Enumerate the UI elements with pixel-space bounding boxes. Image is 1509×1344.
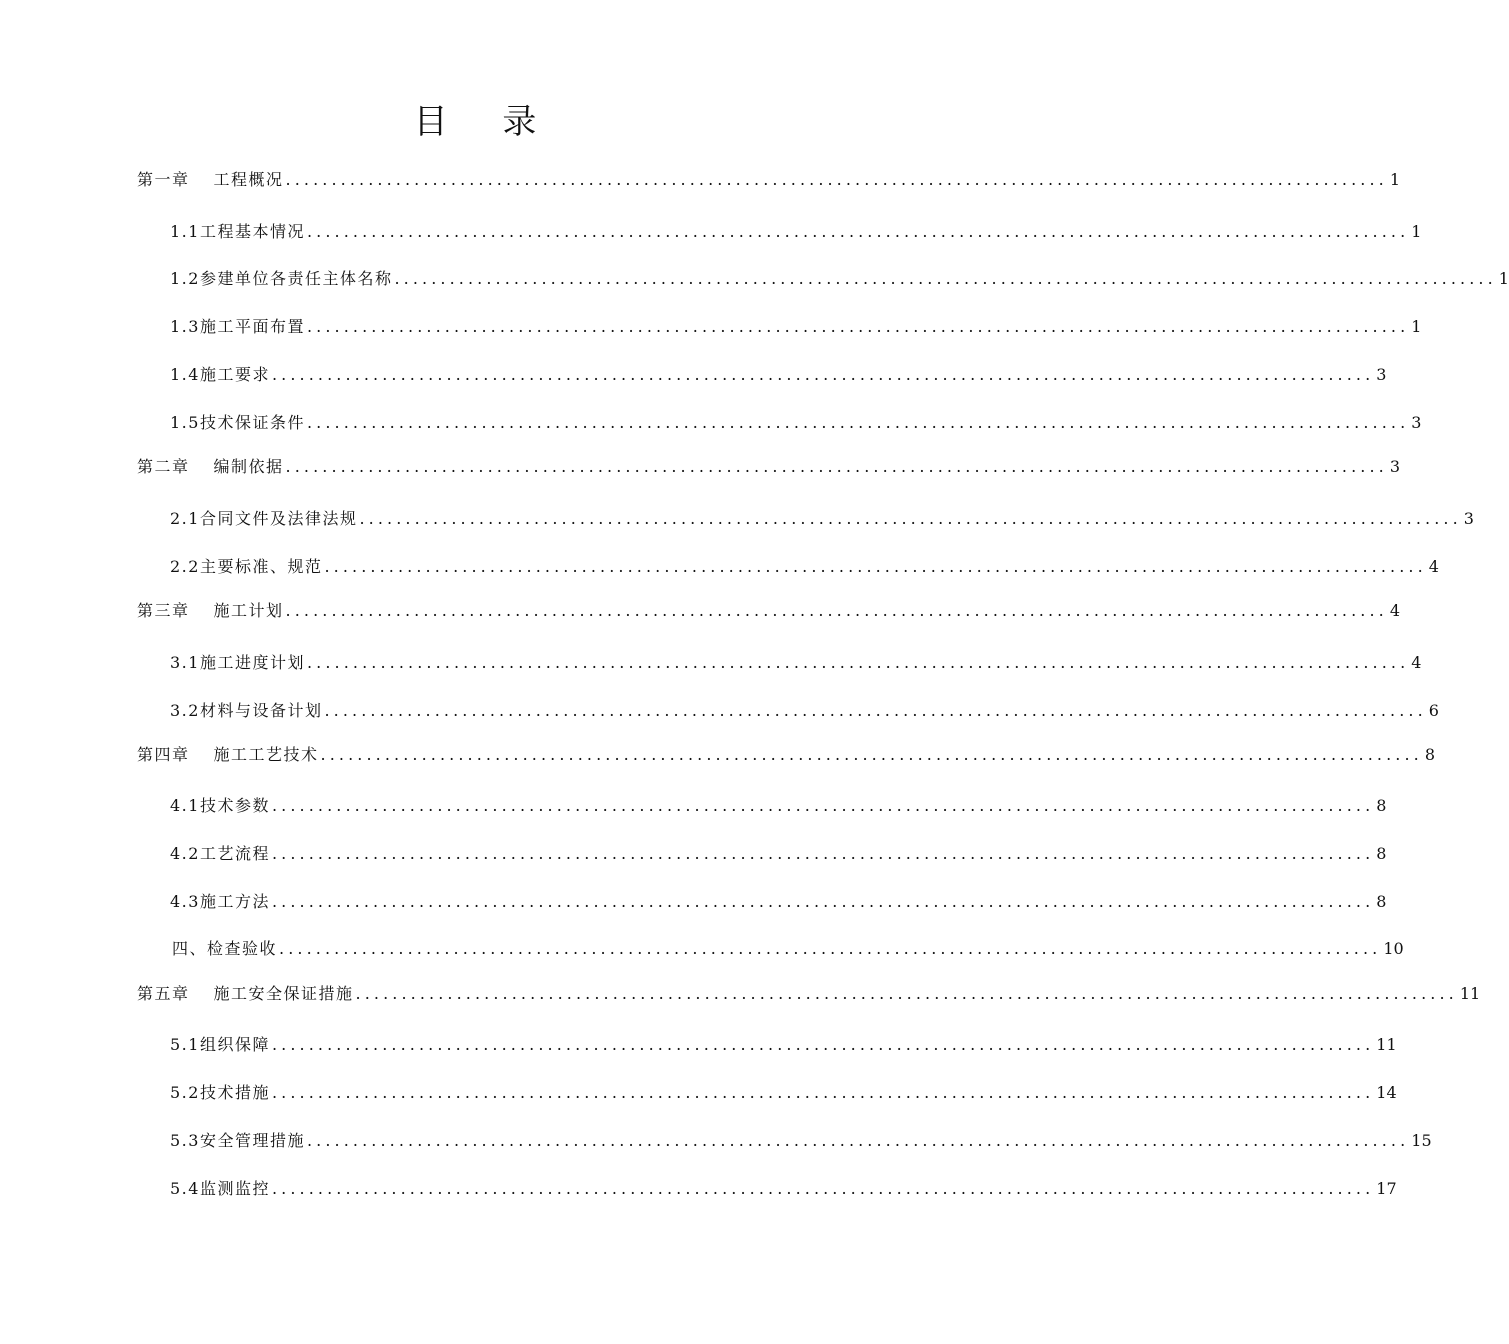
toc-leader-dots: ........................................................................................................................ bbox=[285, 601, 1388, 620]
toc-leader-dots: ........................................................................................................................ bbox=[355, 984, 1458, 1003]
toc-page-number: 8 bbox=[1376, 844, 1387, 863]
toc-entry-text: 工程基本情况 bbox=[199, 222, 305, 241]
toc-entry-number: 4.2 bbox=[170, 844, 200, 863]
toc-entry-5-1[interactable] bbox=[170, 1033, 1397, 1057]
toc-entry-number: 第五章 bbox=[137, 984, 190, 1003]
toc-entry-text: 主要标准、规范 bbox=[199, 557, 323, 576]
toc-page-number: 1 bbox=[1498, 269, 1509, 288]
toc-entry-3-1[interactable] bbox=[170, 651, 1422, 675]
toc-entry-chapter-1[interactable] bbox=[137, 168, 1401, 192]
toc-leader-dots: ........................................................................................................................ bbox=[279, 939, 1382, 958]
toc-entry-text: 技术参数 bbox=[199, 796, 270, 815]
toc-entry-number: 4.3 bbox=[170, 892, 200, 911]
toc-entry-4-3[interactable] bbox=[170, 890, 1387, 914]
toc-page-number: 11 bbox=[1376, 1035, 1397, 1054]
toc-entry-text: 施工方法 bbox=[199, 892, 270, 911]
toc-leader-dots: ........................................................................................................................ bbox=[285, 457, 1388, 476]
toc-entry-5-4[interactable] bbox=[170, 1177, 1397, 1201]
toc-entry-text: 编制依据 bbox=[213, 457, 284, 476]
toc-entry-4-2[interactable] bbox=[170, 842, 1387, 866]
toc-page-number: 15 bbox=[1411, 1131, 1432, 1150]
toc-entry-text: 参建单位各责任主体名称 bbox=[199, 269, 393, 288]
toc-entry-number: 第二章 bbox=[137, 457, 190, 476]
toc-page-number: 17 bbox=[1376, 1179, 1397, 1198]
toc-entry-text: 监测监控 bbox=[199, 1179, 270, 1198]
toc-page-number: 4 bbox=[1389, 601, 1401, 620]
toc-entry-number: 5.2 bbox=[170, 1083, 200, 1102]
toc-page-number: 3 bbox=[1411, 413, 1422, 432]
toc-leader-dots: ........................................................................................................................ bbox=[306, 653, 1410, 672]
toc-leader-dots: ........................................................................................................................ bbox=[285, 170, 1388, 189]
toc-entry-number: 1.2 bbox=[170, 269, 200, 288]
toc-entry-text: 技术措施 bbox=[199, 1083, 270, 1102]
toc-leader-dots: ........................................................................................................................ bbox=[271, 1179, 1375, 1198]
toc-entry-inspection[interactable] bbox=[172, 937, 1404, 961]
toc-page-number: 3 bbox=[1376, 365, 1387, 384]
toc-entry-1-5[interactable] bbox=[170, 411, 1422, 435]
toc-leader-dots: ........................................................................................................................ bbox=[320, 745, 1423, 764]
toc-entry-number: 1.5 bbox=[170, 413, 200, 432]
toc-entry-1-4[interactable] bbox=[170, 363, 1387, 387]
toc-leader-dots: ........................................................................................................................ bbox=[271, 796, 1375, 815]
toc-page-number: 1 bbox=[1389, 170, 1401, 189]
toc-entry-text: 施工平面布置 bbox=[199, 317, 305, 336]
toc-entry-5-3[interactable] bbox=[170, 1129, 1432, 1153]
toc-page-number: 14 bbox=[1376, 1083, 1397, 1102]
toc-entry-1-1[interactable] bbox=[170, 220, 1422, 244]
toc-entry-number: 5.1 bbox=[170, 1035, 200, 1054]
toc-entry-2-1[interactable] bbox=[170, 507, 1474, 531]
toc-leader-dots: ........................................................................................................................ bbox=[271, 892, 1375, 911]
toc-leader-dots: ........................................................................................................................ bbox=[394, 269, 1497, 288]
toc-entry-text: 施工进度计划 bbox=[199, 653, 305, 672]
toc-page-number: 6 bbox=[1428, 701, 1439, 720]
toc-leader-dots: ........................................................................................................................ bbox=[359, 509, 1462, 528]
toc-page-number: 10 bbox=[1383, 939, 1404, 958]
toc-entry-text: 施工要求 bbox=[199, 365, 270, 384]
toc-entry-number: 第一章 bbox=[137, 170, 190, 189]
toc-entry-2-2[interactable] bbox=[170, 555, 1439, 579]
toc-entry-chapter-2[interactable] bbox=[137, 455, 1401, 479]
toc-entry-3-2[interactable] bbox=[170, 699, 1439, 723]
toc-entry-number: 5.4 bbox=[170, 1179, 200, 1198]
toc-entry-text: 合同文件及法律法规 bbox=[199, 509, 358, 528]
toc-entry-5-2[interactable] bbox=[170, 1081, 1397, 1105]
toc-entry-number: 第四章 bbox=[137, 745, 190, 764]
toc-page-number: 8 bbox=[1424, 745, 1436, 764]
toc-leader-dots: ........................................................................................................................ bbox=[306, 222, 1410, 241]
toc-entry-text: 技术保证条件 bbox=[199, 413, 305, 432]
toc-entry-number: 3.1 bbox=[170, 653, 200, 672]
toc-entry-number: 2.1 bbox=[170, 509, 200, 528]
toc-entry-number: 1.1 bbox=[170, 222, 200, 241]
toc-entry-number: 1.4 bbox=[170, 365, 200, 384]
toc-leader-dots: ........................................................................................................................ bbox=[324, 701, 1427, 720]
toc-entry-text: 材料与设备计划 bbox=[199, 701, 323, 720]
toc-page-number: 4 bbox=[1411, 653, 1422, 672]
toc-entry-number: 5.3 bbox=[170, 1131, 200, 1150]
toc-entry-4-1[interactable] bbox=[170, 794, 1387, 818]
toc-entry-number: 第三章 bbox=[137, 601, 190, 620]
toc-entry-text: 施工计划 bbox=[213, 601, 284, 620]
toc-page-number: 11 bbox=[1459, 984, 1481, 1003]
toc-entry-chapter-4[interactable] bbox=[137, 743, 1436, 767]
toc-entry-text: 四、检查验收 bbox=[172, 939, 278, 958]
toc-entry-1-3[interactable] bbox=[170, 315, 1422, 339]
toc-entry-number: 4.1 bbox=[170, 796, 200, 815]
toc-entry-number: 3.2 bbox=[170, 701, 200, 720]
toc-entry-text: 工艺流程 bbox=[199, 844, 270, 863]
toc-entry-chapter-5[interactable] bbox=[137, 982, 1481, 1006]
toc-page-number: 3 bbox=[1389, 457, 1401, 476]
toc-leader-dots: ........................................................................................................................ bbox=[271, 1035, 1375, 1054]
toc-leader-dots: ........................................................................................................................ bbox=[306, 317, 1410, 336]
toc-page-number: 1 bbox=[1411, 222, 1422, 241]
toc-leader-dots: ........................................................................................................................ bbox=[271, 365, 1375, 384]
toc-entry-text: 组织保障 bbox=[199, 1035, 270, 1054]
toc-page-number: 3 bbox=[1463, 509, 1474, 528]
toc-leader-dots: ........................................................................................................................ bbox=[271, 844, 1375, 863]
toc-entry-text: 施工安全保证措施 bbox=[213, 984, 354, 1003]
toc-entry-text: 安全管理措施 bbox=[199, 1131, 305, 1150]
toc-leader-dots: ........................................................................................................................ bbox=[271, 1083, 1375, 1102]
toc-leader-dots: ........................................................................................................................ bbox=[306, 1131, 1410, 1150]
toc-entry-number: 2.2 bbox=[170, 557, 200, 576]
toc-entry-number: 1.3 bbox=[170, 317, 200, 336]
page-title: 目 录 bbox=[413, 102, 559, 142]
toc-page-number: 8 bbox=[1376, 892, 1387, 911]
toc-leader-dots: ........................................................................................................................ bbox=[306, 413, 1410, 432]
toc-page-number: 8 bbox=[1376, 796, 1387, 815]
toc-entry-text: 施工工艺技术 bbox=[213, 745, 319, 764]
toc-entry-chapter-3[interactable] bbox=[137, 599, 1401, 623]
toc-entry-text: 工程概况 bbox=[213, 170, 284, 189]
toc-entry-1-2[interactable] bbox=[170, 267, 1509, 291]
toc-leader-dots: ........................................................................................................................ bbox=[324, 557, 1427, 576]
toc-page-number: 4 bbox=[1428, 557, 1439, 576]
toc-page-number: 1 bbox=[1411, 317, 1422, 336]
